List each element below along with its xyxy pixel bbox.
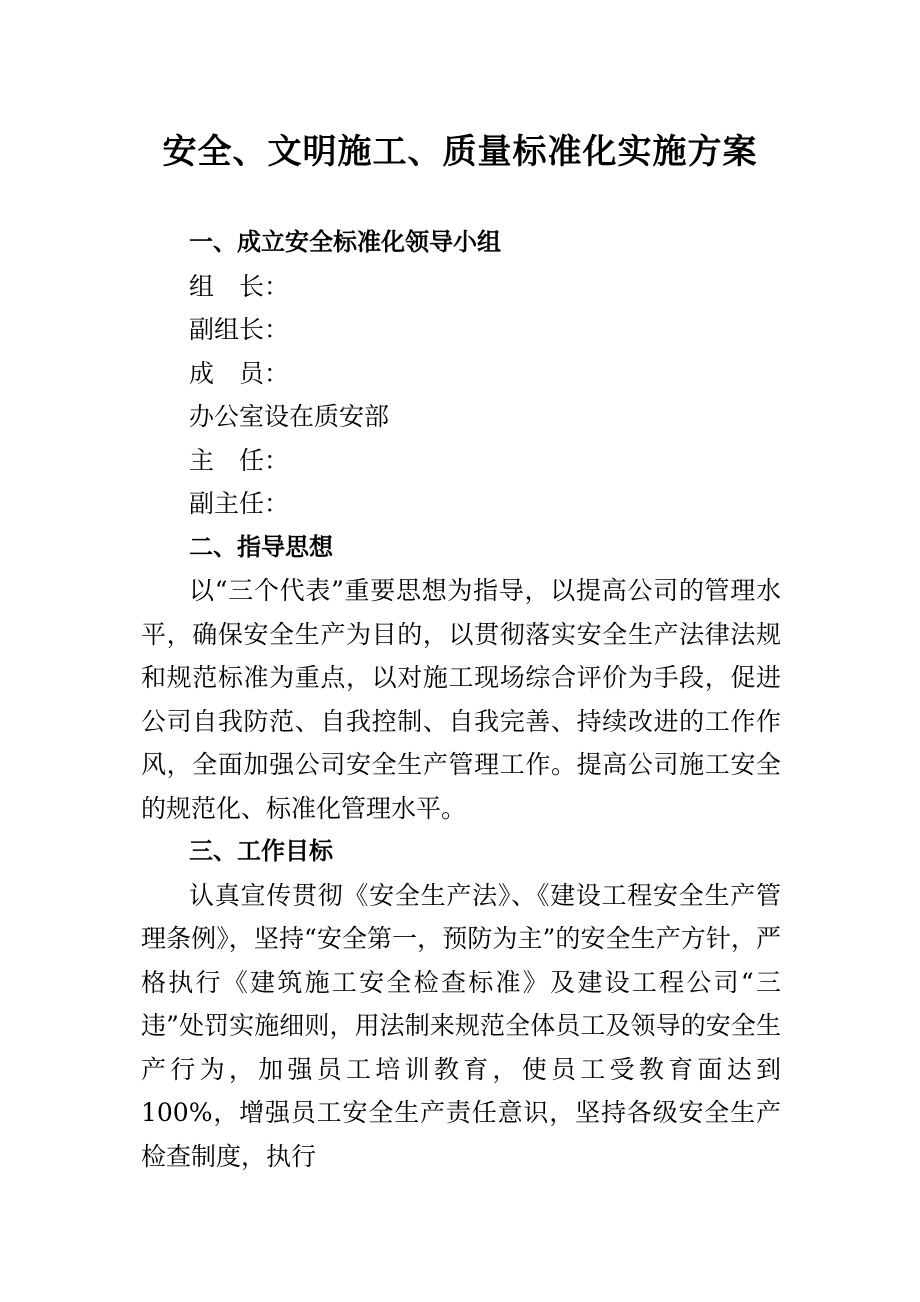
document-title: 安全、文明施工、质量标准化实施方案 [162,132,758,172]
section-1-heading: 一、成立安全标准化领导小组 [189,228,501,256]
section-3-heading: 三、工作目标 [189,837,333,865]
deputy-leader-line: 副组长： [189,315,290,344]
document-body [141,221,781,1178]
members-line: 成 员： [189,358,290,388]
deputy-director-line: 副主任： [189,489,290,518]
section-2-paragraph: 以“三个代表”重要思想为指导，以提高公司的管理水平，确保安全生产为目的，以贯彻落实安全生产法律法规和规范标准为重点，以对施工现场综合评价为手段，促进公司自我防范、自我控制、自我完善、持续改进的工作作风，全面加强公司安全生产管理工作。提高公司施工安全的规范化、标准化管理水平。 [141,576,781,823]
leader-line: 组 长： [189,271,290,301]
director-line: 主 任： [189,445,290,475]
section-3-paragraph: 认真宣传贯彻《安全生产法》、《建设工程安全生产管理条例》，坚持“安全第一，预防为主”的安全生产方针，严格执行《建筑施工安全检查标准》及建设工程公司“三违”处罚实施细则，用法制来规范全体员工及领导的安全生产行为，加强员工培训教育，使员工受教育面达到100%，增强员工安全生产责任意识，坚持各级安全生产检查制度，执行 [141,880,781,1171]
office-line: 办公室设在质安部 [189,402,390,431]
section-2-heading: 二、指导思想 [189,532,333,561]
